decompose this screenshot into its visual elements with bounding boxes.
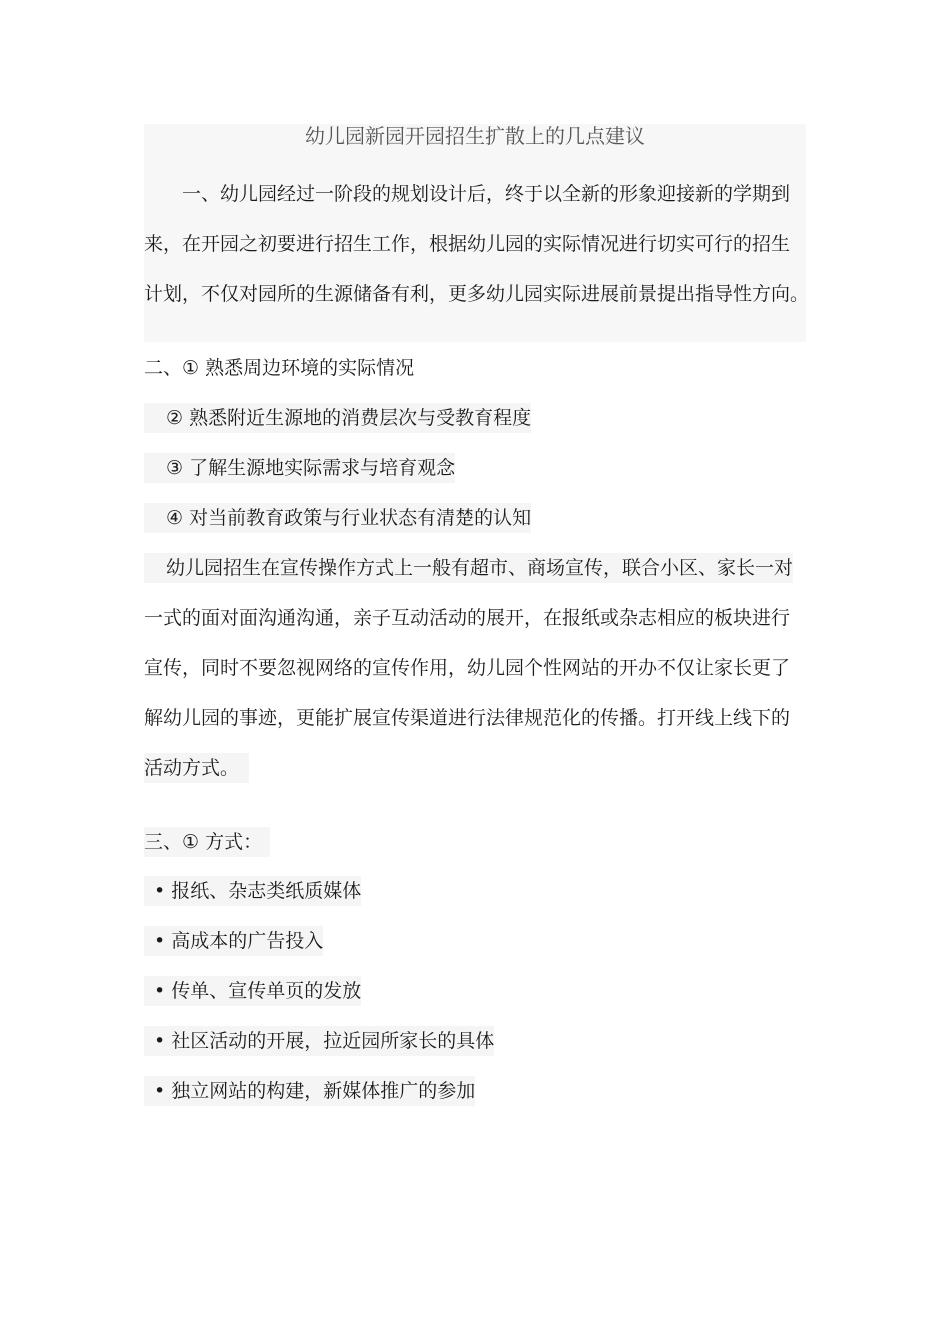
section2-paragraph-line: 一式的面对面沟通沟通，亲子互动活动的展开，在报纸或杂志相应的板块进行 — [144, 607, 791, 629]
bullet-icon: • — [154, 880, 166, 902]
bullet-text: 报纸、杂志类纸质媒体 — [171, 880, 362, 902]
section3-bullet-item — [144, 926, 323, 956]
section2-item: 二、① 熟悉周边环境的实际情况 — [144, 357, 415, 379]
bullet-icon: • — [154, 980, 166, 1002]
bullet-text: 社区活动的开展，拉近园所家长的具体 — [171, 1030, 495, 1052]
section3-heading: 三、① 方式： — [144, 827, 270, 857]
section3-bullet-item — [144, 1026, 494, 1056]
section2-paragraph-line: 幼儿园招生在宣传操作方式上一般有超市、商场宣传，联合小区、家长一对 — [144, 553, 793, 583]
section3-bullet-item — [144, 876, 361, 906]
section2-item: ③ 了解生源地实际需求与培育观念 — [144, 453, 455, 483]
bullet-icon: • — [154, 930, 166, 952]
section2-paragraph-line: 活动方式。 — [144, 753, 249, 783]
section2-paragraph-line: 宣传，同时不要忽视网络的宣传作用，幼儿园个性网站的开办不仅让家长更了 — [144, 657, 791, 679]
bullet-text: 传单、宣传单页的发放 — [171, 980, 362, 1002]
bullet-icon: • — [154, 1030, 166, 1052]
section2-paragraph-line: 解幼儿园的事迹，更能扩展宣传渠道进行法律规范化的传播。打开线上线下的 — [144, 707, 791, 729]
document-title: 幼儿园新园开园招生扩散上的几点建议 — [305, 124, 645, 148]
intro-line: 计划，不仅对园所的生源储备有利，更多幼儿园实际进展前景提出指导性方向。 — [144, 283, 810, 305]
bullet-text: 高成本的广告投入 — [171, 930, 324, 952]
section3-bullet-item — [144, 1076, 475, 1106]
bullet-icon: • — [154, 1080, 166, 1102]
section2-item: ② 熟悉附近生源地的消费层次与受教育程度 — [144, 403, 531, 433]
bullet-text: 独立网站的构建，新媒体推广的参加 — [171, 1080, 476, 1102]
section3-bullet-item — [144, 976, 361, 1006]
section2-item: ④ 对当前教育政策与行业状态有清楚的认知 — [144, 503, 531, 533]
intro-line: 来，在开园之初要进行招生工作，根据幼儿园的实际情况进行切实可行的招生 — [144, 233, 791, 255]
intro-line: 一、幼儿园经过一阶段的规划设计后，终于以全新的形象迎接新的学期到 — [182, 183, 791, 205]
